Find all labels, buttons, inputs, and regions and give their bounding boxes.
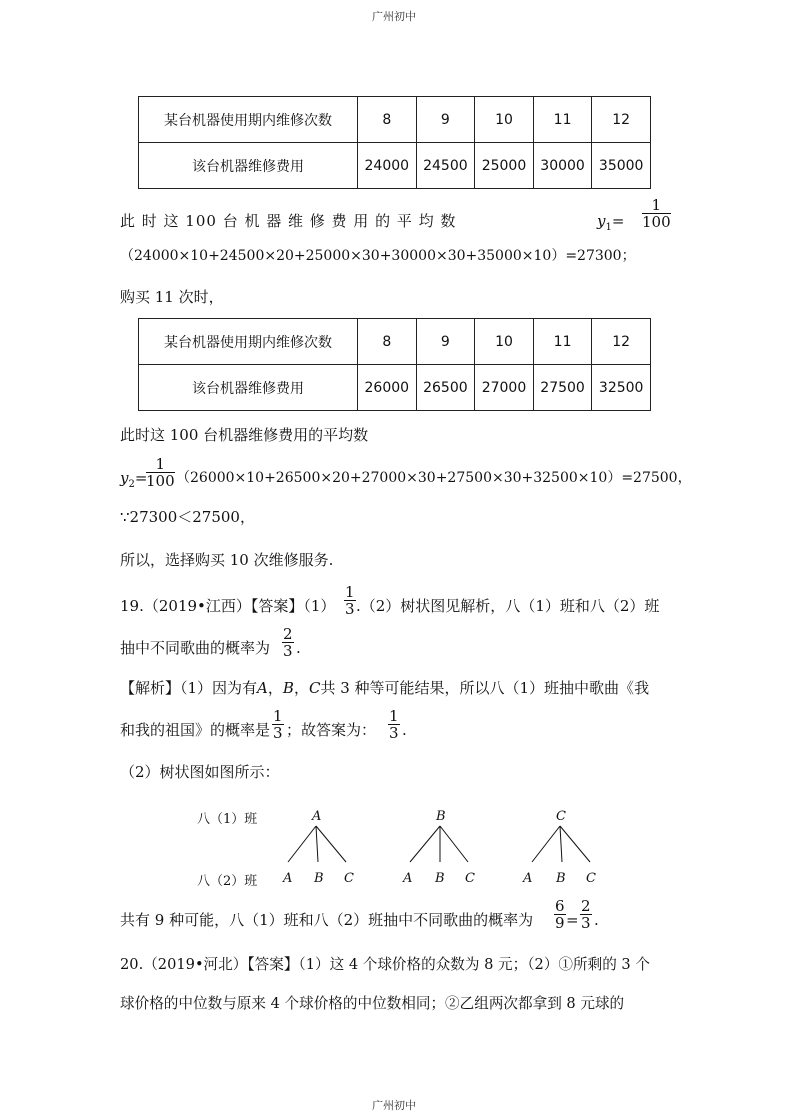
- fraction-1-3: $\frac{1}{3}$: [273, 707, 283, 742]
- avg2-calc: （26000×10+26500×20+27000×30+27500×30+32500×10）=27500，: [176, 470, 692, 486]
- summary-text: 共有 9 种可能，八（1）班和八（2）班抽中不同歌曲的概率为: [120, 911, 534, 929]
- q20-line-2: 球价格的中位数与原来 4 个球价格的中位数相同；②乙组两次都拿到 8 元球的: [120, 995, 625, 1012]
- tree-leaf-c: C: [586, 871, 596, 886]
- equals: =: [134, 469, 148, 487]
- count-cell: 9: [416, 97, 475, 143]
- fraction-1-3: $\frac{1}{3}$: [345, 583, 355, 618]
- fraction-1-3: $\frac{1}{3}$: [389, 707, 399, 742]
- analysis-text: ；故答案为：: [286, 721, 377, 739]
- period: .: [594, 911, 599, 929]
- tree-leaf-c: C: [344, 871, 354, 886]
- tree-leaf-a: A: [523, 871, 533, 886]
- fraction-6-9: $\frac{6}{9}$: [555, 897, 565, 932]
- count-cell: 8: [358, 319, 417, 365]
- count-cell: 8: [358, 97, 417, 143]
- row-header-cost: 该台机器维修费用: [139, 143, 358, 189]
- cost-cell: 30000: [533, 143, 592, 189]
- tree-row2-label: 八（2）班: [197, 874, 258, 889]
- part2-text: （2）树状图如图所示：: [120, 763, 280, 781]
- count-cell: 10: [475, 97, 534, 143]
- tree-leaf-a: A: [283, 871, 293, 886]
- cost-cell: 24500: [416, 143, 475, 189]
- analysis-text: 共 3 种等可能结果，所以八（1）班抽中歌曲《我: [320, 679, 650, 697]
- branch-line: [440, 826, 468, 862]
- var-b: B: [282, 679, 294, 697]
- count-cell: 12: [592, 97, 651, 143]
- row-header-count: 某台机器使用期内维修次数: [139, 97, 358, 143]
- cost-cell: 27000: [475, 365, 534, 411]
- cost-cell: 26000: [358, 365, 417, 411]
- q19-head: 19.（2019•江西）【答案】（1）: [120, 597, 336, 615]
- fraction-2-3: $\frac{2}{3}$: [581, 897, 591, 932]
- comma: ，: [293, 679, 309, 697]
- page-footer: 广州初中: [372, 1099, 416, 1112]
- equals: =: [611, 212, 625, 230]
- cost-cell: 35000: [592, 143, 651, 189]
- avg2-prefix: 此时这 100 台机器维修费用的平均数: [120, 426, 369, 444]
- count-cell: 12: [592, 319, 651, 365]
- comma: ，: [267, 679, 283, 697]
- cost-cell: 32500: [592, 365, 651, 411]
- y2-sub: 2: [128, 479, 135, 490]
- tree-leaf-c: C: [465, 871, 475, 886]
- y1-sub: 1: [605, 222, 612, 233]
- period: .: [296, 639, 301, 657]
- branch-line: [532, 826, 560, 862]
- branch-line: [316, 826, 318, 862]
- fraction-1-100: $\frac{1}{100}$: [642, 196, 671, 231]
- count-cell: 9: [416, 319, 475, 365]
- count-cell: 11: [533, 97, 592, 143]
- branch-line: [316, 826, 346, 862]
- count-cell: 11: [533, 319, 592, 365]
- branch-line: [560, 826, 562, 862]
- y2-symbol: y: [120, 469, 129, 487]
- cost-cell: 26500: [416, 365, 475, 411]
- page-header: 广州初中: [372, 10, 416, 23]
- avg1-calc: （24000×10+24500×20+25000×30+30000×30+35000×10）=27300；: [120, 248, 636, 264]
- branch-line: [410, 826, 440, 862]
- tree-row1-label: 八（1）班: [197, 812, 258, 827]
- compare-text: ∵27300＜27500，: [120, 508, 255, 526]
- row-header-count: 某台机器使用期内维修次数: [139, 319, 358, 365]
- q19-mid: .（2）树状图见解析，八（1）班和八（2）班: [356, 597, 660, 615]
- avg1-prefix: 此 时 这 100 台 机 器 维 修 费 用 的 平 均 数: [120, 212, 457, 230]
- buy-11-text: 购买 11 次时，: [120, 288, 224, 306]
- summary-line: [120, 898, 680, 942]
- analysis-text: 和我的祖国》的概率是: [120, 721, 271, 739]
- var-c: C: [308, 679, 321, 697]
- y1-symbol: y: [597, 212, 606, 230]
- q20-line-1: 20.（2019•河北）【答案】（1）这 4 个球价格的众数为 8 元；（2）①所剩的 3 个: [120, 956, 650, 973]
- fraction-2-3: $\frac{2}{3}$: [283, 625, 293, 660]
- cost-cell: 24000: [358, 143, 417, 189]
- equals: =: [566, 911, 579, 929]
- q19-line2: 抽中不同歌曲的概率为: [120, 639, 271, 657]
- count-cell: 10: [475, 319, 534, 365]
- tree-leaf-b: B: [314, 871, 324, 886]
- tree-leaf-b: B: [435, 871, 445, 886]
- row-header-cost: 该台机器维修费用: [139, 365, 358, 411]
- cost-cell: 27500: [533, 365, 592, 411]
- fraction-1-100: $\frac{1}{100}$: [146, 455, 175, 490]
- period: .: [402, 721, 407, 739]
- tree-root-a: A: [312, 809, 322, 824]
- tree-root-c: C: [556, 809, 566, 824]
- conclusion-text: 所以，选择购买 10 次维修服务.: [120, 551, 334, 569]
- var-a: A: [257, 679, 268, 697]
- branch-line: [288, 826, 316, 862]
- tree-leaf-a: A: [403, 871, 413, 886]
- cost-cell: 25000: [475, 143, 534, 189]
- analysis-text: 【解析】（1）因为有: [120, 679, 258, 697]
- branch-line: [560, 826, 590, 862]
- tree-root-b: B: [436, 809, 446, 824]
- tree-leaf-b: B: [556, 871, 566, 886]
